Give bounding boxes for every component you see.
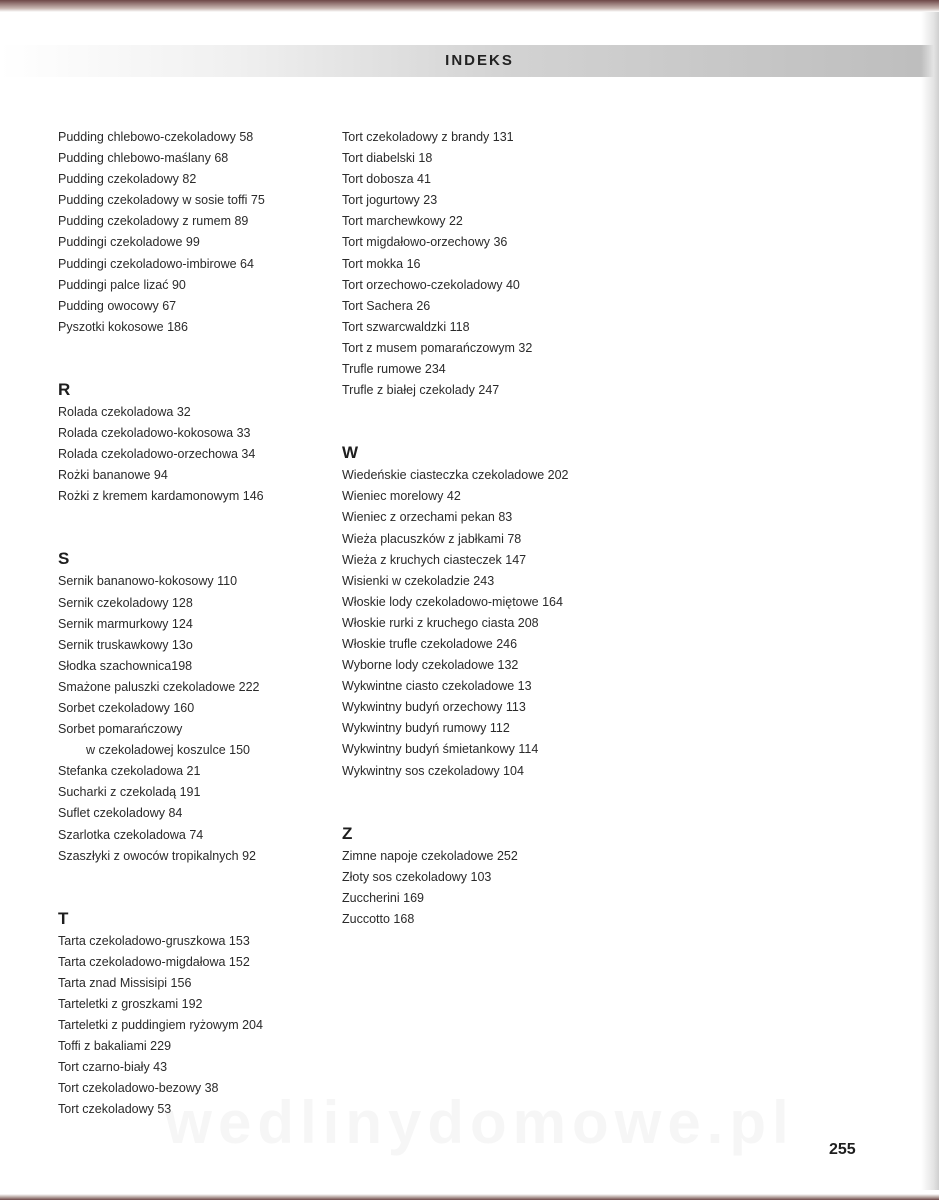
index-entries — [58, 127, 318, 338]
index-section — [58, 547, 318, 866]
index-entry: Wykwintny budyń orzechowy 113 — [342, 700, 526, 715]
index-entry: Wiedeńskie ciasteczka czekoladowe 202 — [342, 468, 569, 483]
index-entry: Sernik marmurkowy 124 — [58, 616, 193, 631]
index-entry: Sorbet czekoladowy 160 — [58, 700, 195, 715]
index-entry: Rożki bananowe 94 — [58, 468, 168, 483]
section-letter: S — [58, 549, 70, 569]
index-entry: Tort mokka 16 — [342, 256, 421, 271]
index-entry: Tort czekoladowy z brandy 131 — [342, 130, 514, 144]
index-section — [342, 441, 602, 781]
index-entry: Szarlotka czekoladowa 74 — [58, 827, 204, 842]
page-top-edge — [0, 0, 939, 12]
index-entry: Tarta znad Missisipi 156 — [58, 975, 192, 990]
section-letter: R — [58, 379, 71, 399]
index-entry: Wieniec z orzechami pekan 83 — [342, 510, 513, 525]
index-entry: Włoskie rurki z kruchego ciasta 208 — [342, 615, 539, 630]
index-entry: Sorbet pomarańczowy — [58, 722, 183, 737]
index-entries — [342, 465, 602, 781]
header-title: INDEKS — [445, 52, 514, 69]
index-entry: Pudding chlebowo-maślany 68 — [58, 151, 229, 166]
index-entries — [58, 571, 318, 866]
index-entry: Zimne napoje czekoladowe 252 — [342, 848, 518, 863]
index-entry: Wykwintny sos czekoladowy 104 — [342, 763, 524, 778]
index-entry: Pudding czekoladowy w sosie toffi 75 — [58, 193, 265, 208]
index-entry: Tarteletki z puddingiem ryżowym 204 — [58, 1018, 263, 1033]
index-entry: Tort marchewkowy 22 — [342, 214, 463, 229]
index-entry: Stefanka czekoladowa 21 — [58, 764, 201, 779]
index-entry: Wieża placuszków z jabłkami 78 — [342, 531, 522, 546]
index-entry: Suflet czekoladowy 84 — [58, 806, 183, 821]
index-section — [58, 127, 318, 338]
index-entry: Sucharki z czekoladą 191 — [58, 785, 201, 800]
index-entry: Pudding czekoladowy z rumem 89 — [58, 214, 249, 229]
index-entry: Tort z musem pomarańczowym 32 — [342, 340, 533, 355]
index-entry: Pudding chlebowo-czekoladowy 58 — [58, 130, 254, 144]
index-entry: Sernik truskawkowy 13o — [58, 637, 193, 652]
index-entry: Wykwintny budyń rumowy 112 — [342, 721, 510, 736]
index-entry: Wykwintny budyń śmietankowy 114 — [342, 742, 539, 757]
index-entry: Włoskie trufle czekoladowe 246 — [342, 636, 518, 651]
index-entry: Puddingi czekoladowe 99 — [58, 235, 200, 250]
index-entry: Tort czekoladowy 53 — [58, 1102, 172, 1117]
section-letter: T — [58, 908, 69, 928]
index-entry: Rolada czekoladowa 32 — [58, 404, 191, 419]
index-entry: Złoty sos czekoladowy 103 — [342, 869, 492, 884]
index-entry: Tort Sachera 26 — [342, 298, 431, 313]
index-entry: Wieża z kruchych ciasteczek 147 — [342, 552, 527, 567]
index-entry: Szaszłyki z owoców tropikalnych 92 — [58, 848, 256, 863]
index-entry: Tort szwarcwaldzki 118 — [342, 319, 470, 334]
index-entries — [342, 846, 602, 930]
index-entry: Sernik bananowo-kokosowy 110 — [58, 574, 238, 589]
index-entry: Wykwintne ciasto czekoladowe 13 — [342, 679, 532, 694]
index-entry: Tarta czekoladowo-gruszkowa 153 — [58, 933, 250, 948]
index-entry: Wisienki w czekoladzie 243 — [342, 573, 495, 588]
index-entry: Tort diabelski 18 — [342, 151, 433, 166]
index-entry: Rożki z kremem kardamonowym 146 — [58, 489, 264, 504]
index-entry: Tort czekoladowo-bezowy 38 — [58, 1081, 219, 1096]
page-number: 255 — [829, 1141, 856, 1158]
index-entry: Tort orzechowo-czekoladowy 40 — [342, 277, 520, 292]
index-entry: Tort dobosza 41 — [342, 172, 431, 187]
index-entry: Puddingi palce lizać 90 — [58, 277, 186, 292]
watermark: wedlinydomowe.pl — [165, 1089, 795, 1156]
index-entry: Rolada czekoladowo-kokosowa 33 — [58, 426, 251, 441]
page-bottom-edge — [0, 1194, 939, 1200]
index-section — [342, 822, 602, 930]
index-entry: Rolada czekoladowo-orzechowa 34 — [58, 447, 256, 462]
index-entry: Smażone paluszki czekoladowe 222 — [58, 679, 260, 694]
index-entry: Wieniec morelowy 42 — [342, 489, 461, 504]
index-entry: Zuccherini 169 — [342, 890, 424, 905]
index-entry: Tort jogurtowy 23 — [342, 193, 438, 208]
index-section — [342, 127, 602, 401]
index-entry: Trufle rumowe 234 — [342, 362, 446, 377]
index-entries — [58, 402, 318, 507]
index-column-right — [342, 127, 602, 930]
index-entry: Tort migdałowo-orzechowy 36 — [342, 235, 508, 250]
index-entry: Sernik czekoladowy 128 — [58, 595, 193, 610]
index-entry: Tarteletki z groszkami 192 — [58, 997, 203, 1011]
index-section — [58, 378, 318, 507]
index-column-left — [58, 127, 318, 1121]
index-entry: Pyszotki kokosowe 186 — [58, 319, 188, 334]
index-entry: Pudding owocowy 67 — [58, 298, 177, 313]
index-entry: Pudding czekoladowy 82 — [58, 172, 197, 187]
page-right-edge — [921, 12, 939, 1190]
index-entry: Puddingi czekoladowo-imbirowe 64 — [58, 256, 254, 271]
index-entry: Tort czarno-biały 43 — [58, 1060, 168, 1075]
section-letter: W — [342, 443, 359, 463]
index-entry: Trufle z białej czekolady 247 — [342, 383, 500, 398]
index-entry: Zuccotto 168 — [342, 911, 415, 926]
index-entry: Tarta czekoladowo-migdałowa 152 — [58, 954, 250, 969]
section-letter: Z — [342, 823, 353, 843]
index-entry: Włoskie lody czekoladowo-miętowe 164 — [342, 594, 563, 609]
index-entry: Słodka szachownica198 — [58, 658, 193, 673]
index-entries — [342, 127, 602, 401]
index-entry: w czekoladowej koszulce 150 — [86, 743, 250, 758]
index-entry: Wyborne lody czekoladowe 132 — [342, 658, 519, 673]
index-entry: Toffi z bakaliami 229 — [58, 1039, 172, 1054]
